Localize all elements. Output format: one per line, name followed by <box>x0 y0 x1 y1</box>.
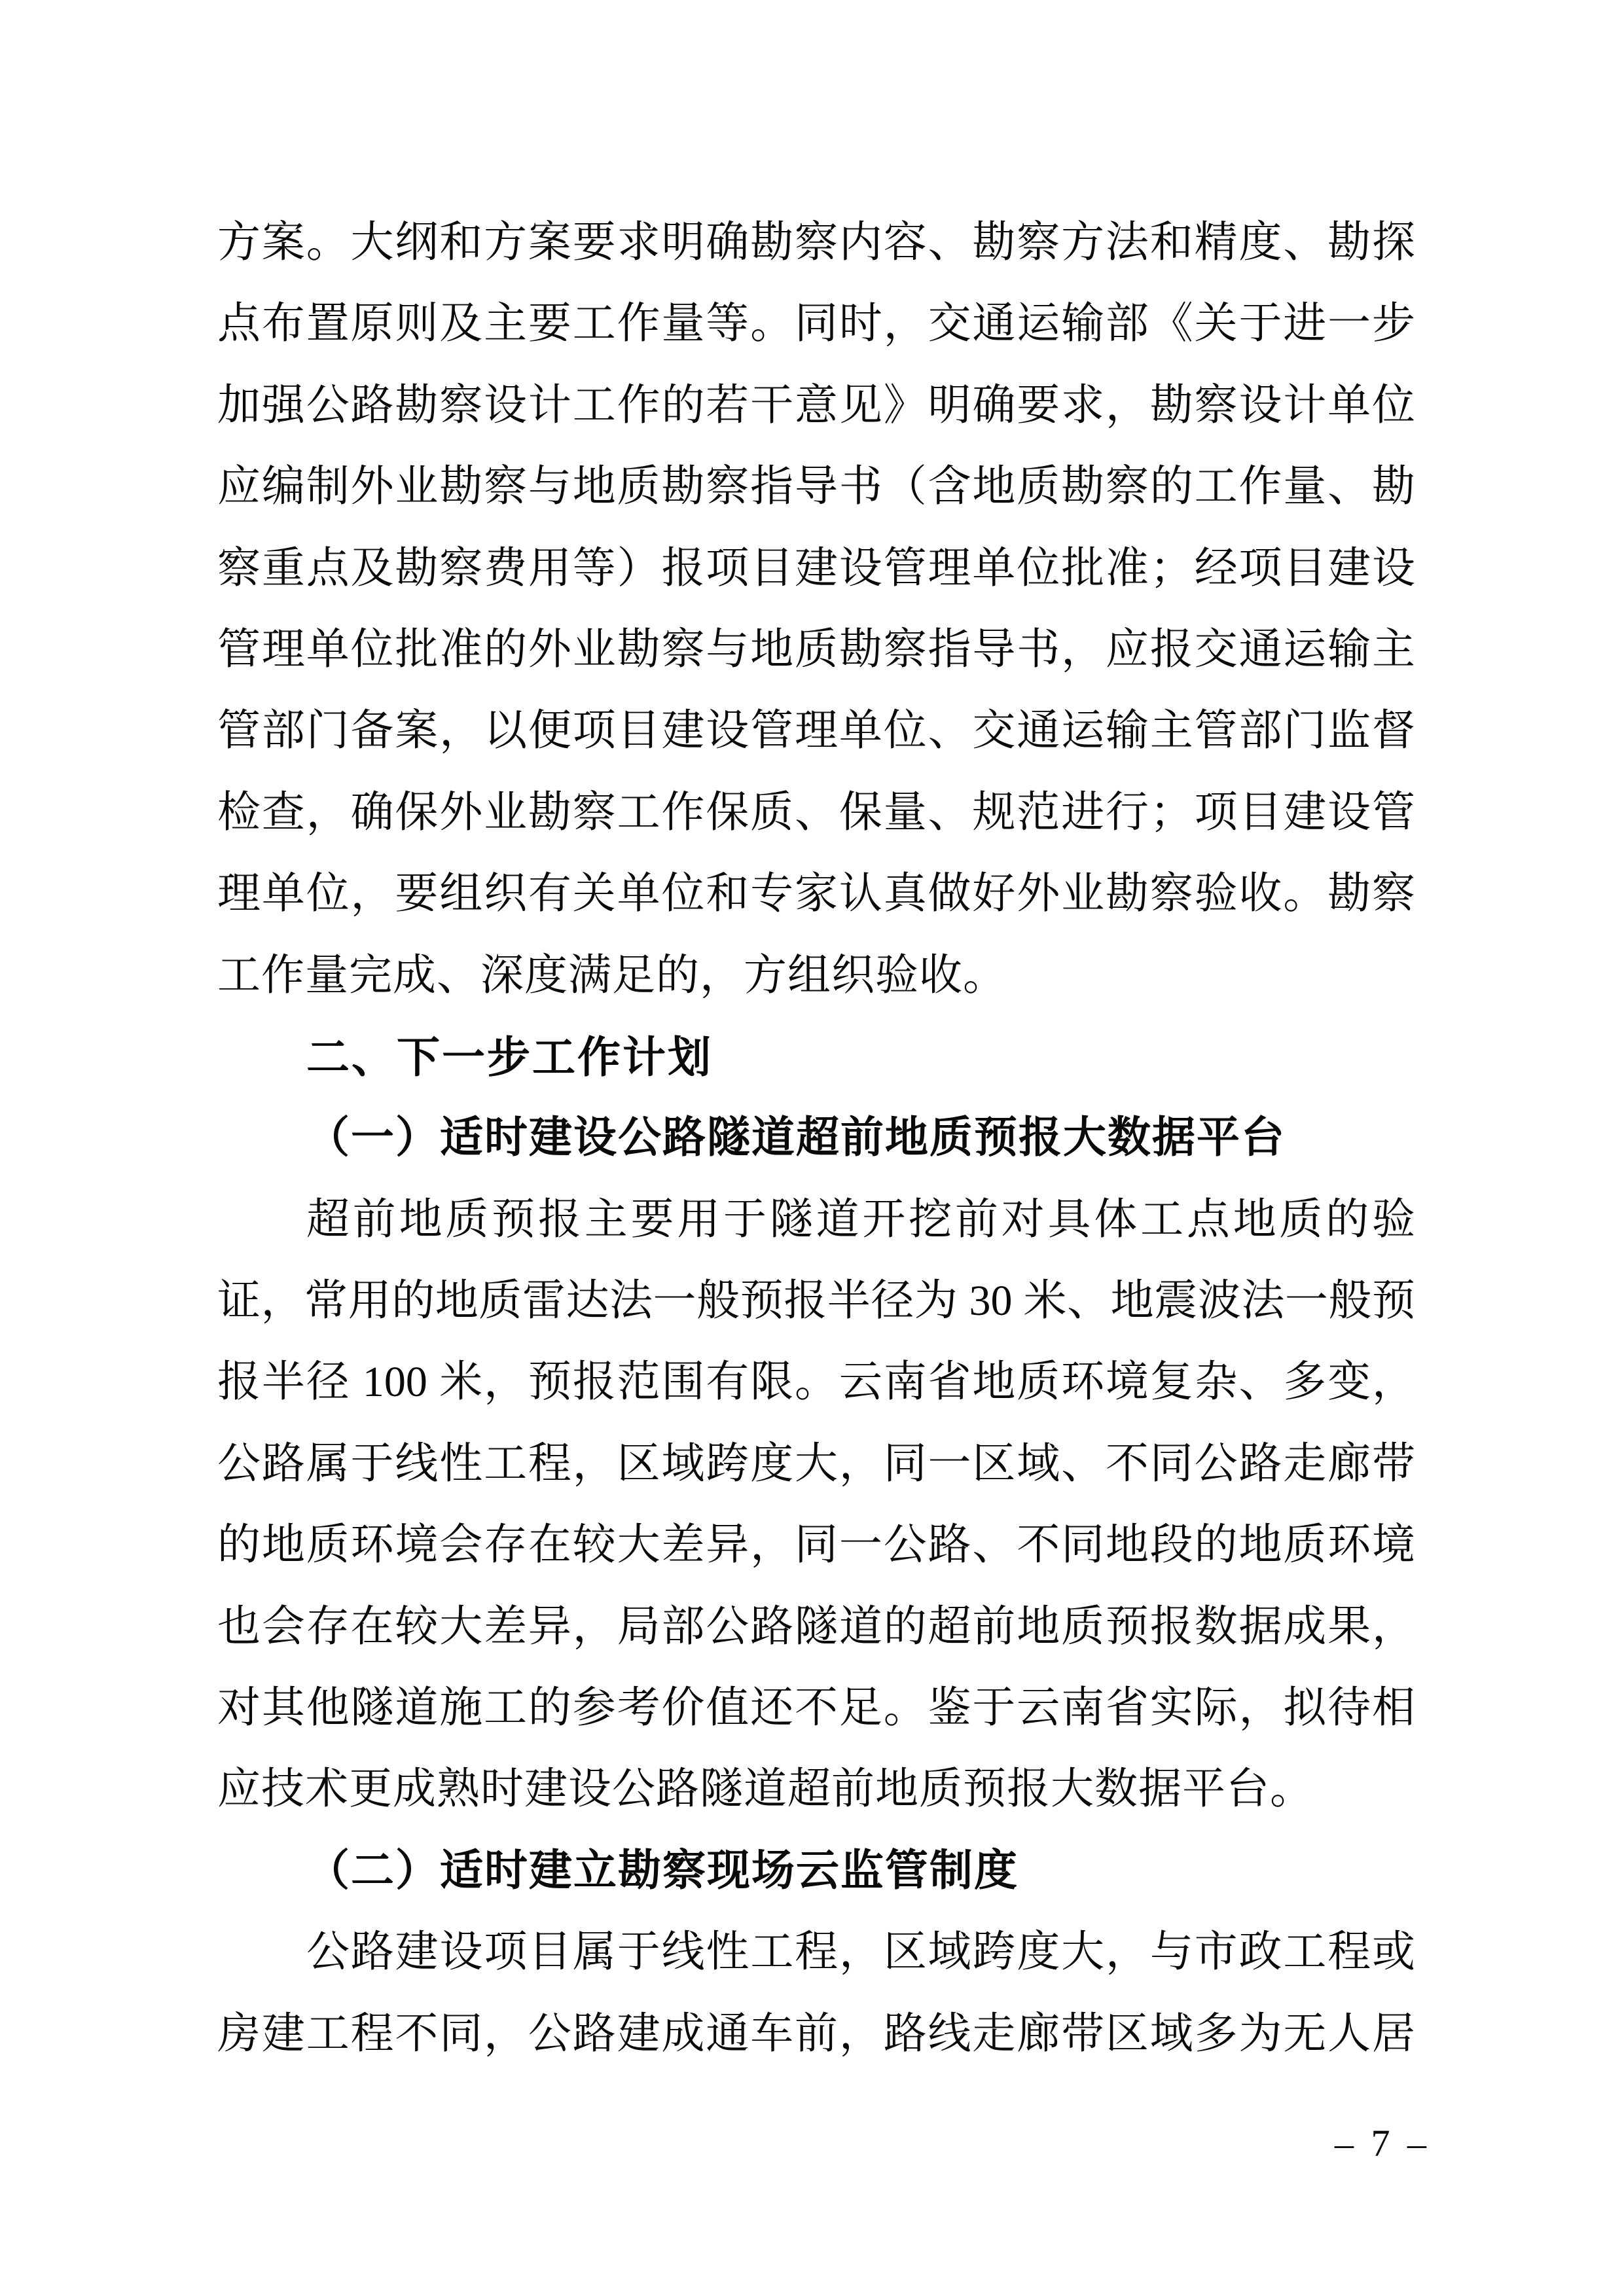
section-heading: 二、下一步工作计划 <box>306 1032 713 1081</box>
text-line: 点布置原则及主要工作量等。同时，交通运输部《关于进一步 <box>217 300 1415 348</box>
text-line: 公路属于线性工程，区域跨度大，同一区域、不同公路走廊带 <box>217 1439 1415 1488</box>
text-line: 对其他隧道施工的参考价值还不足。鉴于云南省实际，拟待相 <box>217 1684 1415 1732</box>
text-line: 理单位，要组织有关单位和专家认真做好外业勘察验收。勘察 <box>217 870 1415 918</box>
text-line: 也会存在较大差异，局部公路隧道的超前地质预报数据成果， <box>217 1602 1415 1651</box>
text-line: 加强公路勘察设计工作的若干意见》明确要求，勘察设计单位 <box>217 381 1415 429</box>
text-line: 管部门备案，以便项目建设管理单位、交通运输主管部门监督 <box>217 707 1415 755</box>
text-line: 方案。大纲和方案要求明确勘察内容、勘察方法和精度、勘探 <box>217 219 1415 266</box>
subsection-heading-1: （一）适时建设公路隧道超前地质预报大数据平台 <box>306 1114 1286 1162</box>
text-line: 察重点及勘察费用等）报项目建设管理单位批准；经项目建设 <box>217 544 1415 592</box>
text-line: 检查，确保外业勘察工作保质、保量、规范进行；项目建设管 <box>217 788 1415 836</box>
page-number: – 7 – <box>1335 2122 1428 2164</box>
text-line: 公路建设项目属于线性工程，区域跨度大，与市政工程或 <box>306 1928 1415 1977</box>
text-block <box>217 202 1415 2075</box>
text-line: 应技术更成熟时建设公路隧道超前地质预报大数据平台。 <box>217 1765 1314 1814</box>
text-line: 的地质环境会存在较大差异，同一公路、不同地段的地质环境 <box>217 1521 1415 1570</box>
text-line: 报半径 100 米，预报范围有限。云南省地质环境复杂、多变， <box>217 1358 1415 1407</box>
text-line: 工作量完成、深度满足的，方组织验收。 <box>217 951 1007 999</box>
text-line: 超前地质预报主要用于隧道开挖前对具体工点地质的验 <box>306 1195 1415 1244</box>
subsection-heading-2: （二）适时建立勘察现场云监管制度 <box>306 1846 1019 1895</box>
text-line: 房建工程不同，公路建成通车前，路线走廊带区域多为无人居 <box>217 2009 1415 2058</box>
text-line: 管理单位批准的外业勘察与地质勘察指导书，应报交通运输主 <box>217 625 1415 673</box>
text-line: 证，常用的地质雷达法一般预报半径为 30 米、地震波法一般预 <box>217 1277 1415 1325</box>
text-line: 应编制外业勘察与地质勘察指导书（含地质勘察的工作量、勘 <box>217 463 1415 511</box>
